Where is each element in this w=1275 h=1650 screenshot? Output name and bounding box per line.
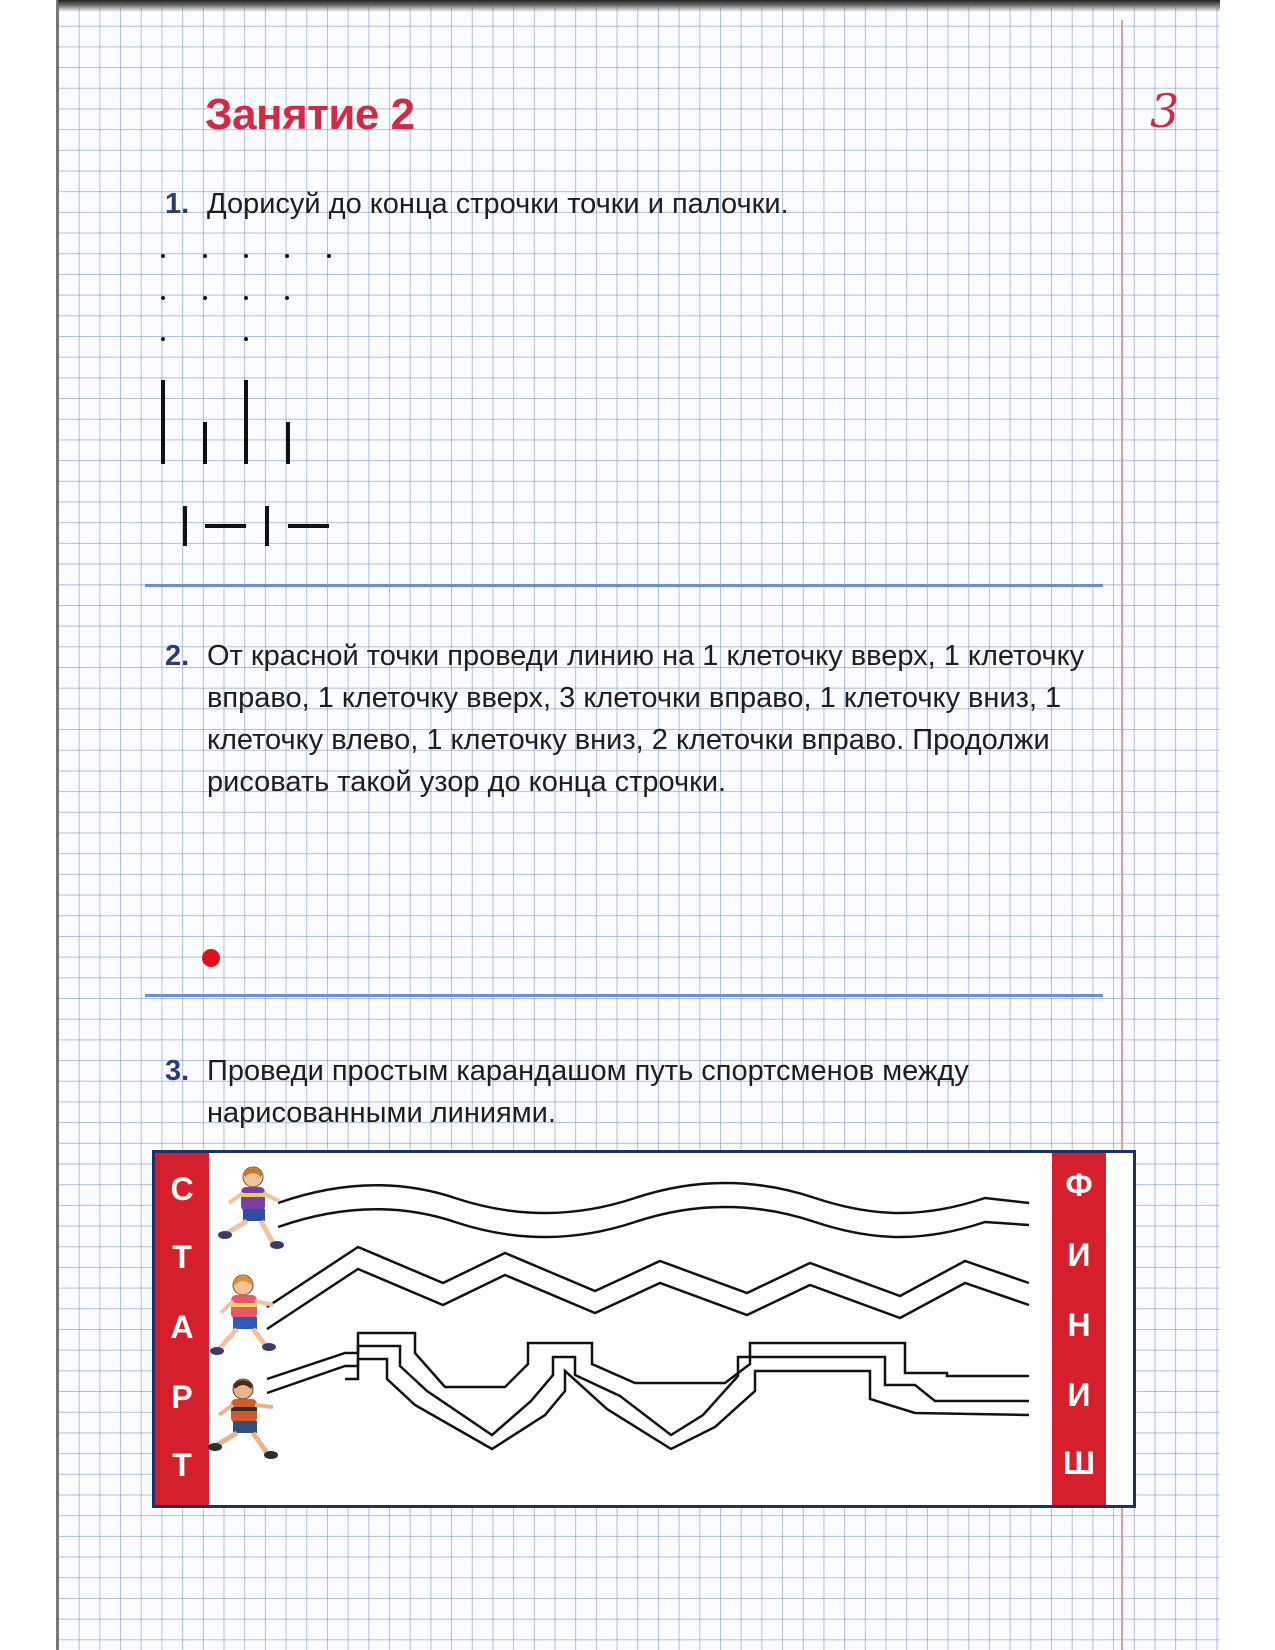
stick-dash-pattern-row: [185, 506, 329, 546]
section-divider: [145, 584, 1103, 587]
page-number: 3: [1150, 84, 1180, 138]
race-track-panel: [152, 1150, 1136, 1508]
task-3: [165, 1050, 1115, 1134]
task-text: Дорисуй до конца строчки точки и палочки.: [207, 188, 789, 220]
start-letter: А: [170, 1309, 194, 1345]
track-2-upper-line: [267, 1247, 1029, 1307]
finish-letter: И: [1067, 1377, 1091, 1413]
lesson-title: Занятие 2: [205, 90, 415, 139]
finish-letter: Ш: [1062, 1445, 1096, 1481]
task-number: 3.: [165, 1055, 190, 1087]
start-letter: Т: [172, 1239, 192, 1275]
runner-icon: [218, 1167, 284, 1249]
section-divider: [145, 994, 1103, 997]
task-number: 2.: [165, 640, 190, 672]
task-2: [165, 635, 1115, 803]
runner-icon: [208, 1379, 278, 1459]
task-text: Проведи простым карандашом путь спортсменов между нарисованными линиями.: [207, 1055, 969, 1129]
start-letter: Р: [171, 1379, 193, 1415]
runner-icon: [210, 1275, 276, 1355]
finish-letter: И: [1067, 1237, 1091, 1273]
finish-letter: Ф: [1065, 1167, 1093, 1203]
finish-letter: Н: [1067, 1307, 1091, 1343]
task-number: 1.: [165, 188, 190, 220]
start-red-dot: [202, 949, 220, 967]
track-2-lower-line: [267, 1269, 1029, 1329]
start-letter: С: [170, 1171, 194, 1207]
task-text: От красной точки проведи линию на 1 клеточку вверх, 1 клеточку вправо, 1 клеточку вверх, 3 клеточки вправо, 1 клеточку вниз, 1 клеточку влево, 1 клеточку вниз, 2 клеточки вправо. Продолжи рисовать такой узор до конца строчки.: [207, 640, 1085, 798]
race-tracks: [155, 1153, 1133, 1505]
stick-pattern-row: [163, 380, 288, 464]
start-letter: Т: [172, 1447, 192, 1483]
